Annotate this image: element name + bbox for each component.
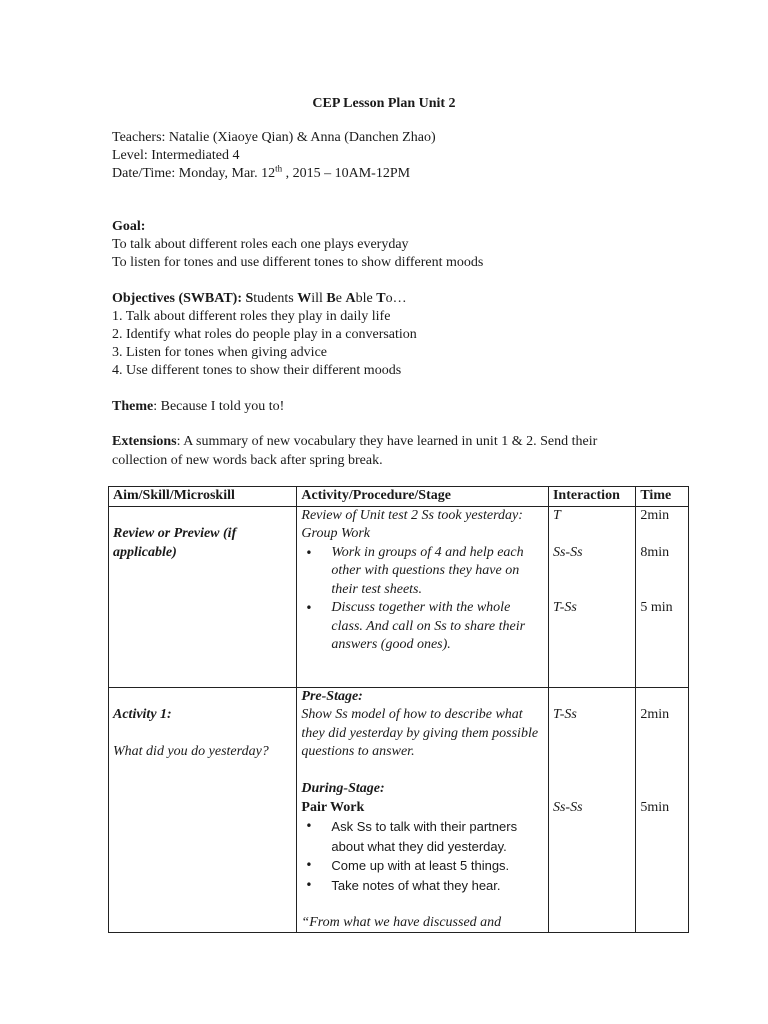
objective-item-4: 4. Use different tones to show their different moods [112, 363, 402, 378]
row2-activity-cell [297, 687, 549, 933]
extensions-line-2: collection of new words back after spring break. [112, 453, 383, 468]
row1-interaction-2: Ss-Ss [552, 544, 583, 560]
row1-interaction-cell [548, 506, 635, 687]
level-line: Level: Intermediated 4 [112, 148, 240, 163]
swbat-letter: S [245, 291, 254, 306]
extensions-line-1 [112, 433, 597, 451]
row1-aim-cell [109, 506, 297, 687]
row1-intro: Review of Unit test 2 Ss took yesterday: [301, 507, 523, 523]
list-item: • Come up with at least 5 things. [301, 856, 544, 876]
header-activity: Activity/Procedure/Stage [297, 487, 549, 507]
objective-item-1: 1. Talk about different roles they play in daily life [112, 309, 391, 324]
goal-line-1: To talk about different roles each one plays everyday [112, 237, 409, 252]
row2-aim-sub: What did you do yesterday? [113, 744, 269, 759]
row2-pair-label: Pair Work [301, 799, 365, 815]
row2-time-2: 5min [640, 799, 670, 815]
header-interaction: Interaction [548, 487, 635, 507]
row1-interaction-1: T [552, 507, 561, 523]
goal-line-2: To listen for tones and use different tones to show different moods [112, 255, 484, 270]
datetime-superscript: th [275, 163, 283, 174]
list-item: • Discuss together with the whole class. And call on Ss to share their answers (good ones). [301, 599, 544, 655]
row1-activity-cell [297, 506, 549, 687]
lesson-plan-table [108, 486, 689, 933]
teachers-line: Teachers: Natalie (Xiaoye Qian) & Anna (Danchen Zhao) [112, 130, 436, 145]
row2-aim-cell [109, 687, 297, 933]
header-aim: Aim/Skill/Microskill [109, 487, 297, 507]
theme-line [112, 398, 284, 416]
table-row [109, 506, 689, 687]
swbat-word: e [335, 291, 346, 306]
row2-pre-text: Show Ss model of how to describe what they did yesterday by giving them possible questions to answer. [301, 707, 539, 759]
objective-item-2: 2. Identify what roles do people play in a conversation [112, 327, 417, 342]
datetime-text: Date/Time: Monday, Mar. 12 [112, 166, 276, 181]
row2-interaction-2: Ss-Ss [552, 799, 583, 815]
table-header-row [109, 487, 689, 507]
row2-time-1: 2min [640, 707, 670, 722]
datetime-line [112, 165, 410, 183]
swbat-letter: W [297, 291, 312, 306]
datetime-year: , 2015 – 10AM-12PM [282, 166, 411, 181]
objective-item-3: 3. Listen for tones when giving advice [112, 345, 328, 360]
row1-aim: Review or Preview (if applicable) [113, 526, 237, 560]
theme-text: : Because I told you to! [153, 399, 285, 414]
row1-time-1: 2min [640, 507, 670, 523]
row1-time-3: 5 min [640, 600, 673, 615]
extensions-text: : A summary of new vocabulary they have learned in unit 1 & 2. Send their [176, 434, 598, 449]
theme-label: Theme [112, 399, 154, 414]
header-time: Time [636, 487, 689, 507]
row2-interaction-1: T-Ss [552, 707, 577, 722]
row1-group-label: Group Work [301, 526, 370, 541]
row1-time-cell [636, 506, 689, 687]
list-item: • Ask Ss to talk with their partners about what they did yesterday. [301, 817, 544, 856]
swbat-word: o… [385, 291, 407, 306]
row2-interaction-cell [548, 687, 635, 933]
list-item: • Take notes of what they hear. [301, 876, 544, 896]
table-row [109, 687, 689, 933]
row2-during-label: During-Stage: [301, 781, 385, 796]
row1-bullet-list [301, 544, 544, 655]
objectives-label: Objectives (SWBAT): [112, 291, 242, 306]
row1-time-2: 8min [640, 544, 670, 560]
goal-label: Goal: [112, 219, 146, 234]
row1-interaction-3: T-Ss [552, 600, 577, 615]
row2-bullet-list [301, 817, 544, 895]
row2-pre-label: Pre-Stage: [301, 688, 363, 704]
swbat-letter: T [376, 291, 386, 306]
row2-time-cell [636, 687, 689, 933]
extensions-label: Extensions [112, 434, 177, 449]
swbat-letter: B [326, 291, 336, 306]
swbat-word: ill [311, 291, 327, 306]
row2-quote: “From what we have discussed and [301, 914, 502, 930]
swbat-word: tudents [253, 291, 298, 306]
objectives-heading [112, 290, 407, 308]
page-title: CEP Lesson Plan Unit 2 [312, 96, 456, 111]
list-item: • Work in groups of 4 and help each other with questions they have on their test sheets. [301, 544, 544, 600]
swbat-word: ble [355, 291, 377, 306]
row2-aim: Activity 1: [113, 707, 172, 722]
swbat-letter: A [345, 291, 356, 306]
